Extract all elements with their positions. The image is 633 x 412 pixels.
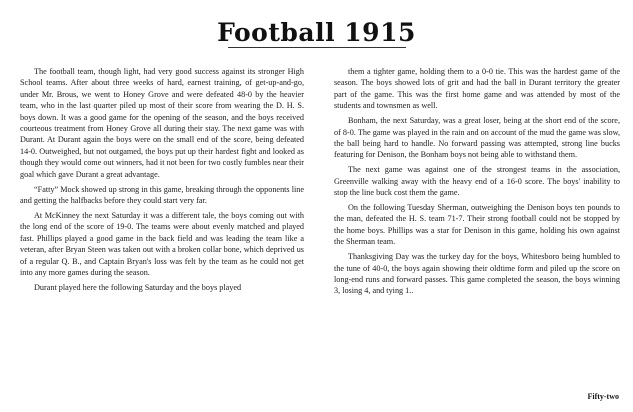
- paragraph: Bonham, the next Saturday, was a great loser, being at the short end of the score, of 8-0. The game was played in the rain and on account of the mud the game was slow, the ball being hard to handle. No forward passing was attempted, strong line bucks featuring for Denison, the Bonham boys not being able to withstand them.: [334, 116, 620, 160]
- paragraph: On the following Tuesday Sherman, outweighing the Denison boys ten pounds to the man, defeated the H. S. team 71-7. Their strong football could not be stopped by the home boys. Phillips was a star for Denison in this game, holding his own against the Sherman team.: [334, 202, 620, 247]
- page-number: Fifty-two: [587, 392, 619, 401]
- paragraph: them a tighter game, holding them to a 0-0 tie. This was the hardest game of the season. The boys showed lots of grit and had the ball in Durant territory the greater part of the game. This was the first home game and was attended by most of the students and townsmen as well.: [334, 67, 620, 111]
- paragraph: At McKinney the next Saturday it was a different tale, the boys coming out with the long end of the score of 19-0. The teams were about evenly matched and played fast. Phillips played a good game in the back field and was leading the team like a veteran, after Bryan Steen was taken out with a broken collar bone, which deprived us of a regular Q. B., and Captain Bryan's loss was felt by the team as he could not get into any more games during the season.: [20, 210, 304, 277]
- paragraph: The football team, though light, had very good success against its stronger High School teams. After about three weeks of hard, earnest training, of get-up-and-go, under Mr. Brous, we went to Honey Grove and were defeated 48-0 by the heavier team, who in the last quarter piled up most of their score from wearing the D. H. S. boys down. It was a good game for the opening of the season, and the boys received courteous treatment from Honey Grove all during their stay. The next game was with Durant. At Durant again the boys were on the small end of the score, being defeated 14-0. Outweighed, but not outgamed, the boys put up their hardest fight and looked as though they would come out winners, had it not been for two costly fumbles near their goal which gave Durant a great advantage.: [20, 67, 304, 179]
- paragraph: Durant played here the following Saturday and the boys played: [34, 282, 242, 292]
- paragraph: The next game was against one of the strongest teams in the association, Greenville walking away with the heavy end of a 16-0 score. The boys' inability to stop the line buck cost them the game.: [334, 165, 620, 198]
- left-column: [20, 66, 304, 297]
- paragraph: “Fatty” Mock showed up strong in this game, breaking through the opponents line and getting the halfbacks before they could start very far.: [20, 184, 304, 205]
- paragraph: Thanksgiving Day was the turkey day for the boys, Whitesboro being humbled to the tune of 40-0, the boys again showing their oldtime form and piled up the score on long-end runs and forward passes. This game completed the season, the boys winning 3, losing 4, and tying 1..: [334, 252, 620, 296]
- page-title: Football 1915: [217, 18, 416, 47]
- right-column: [334, 66, 620, 300]
- title-underline: [228, 47, 406, 48]
